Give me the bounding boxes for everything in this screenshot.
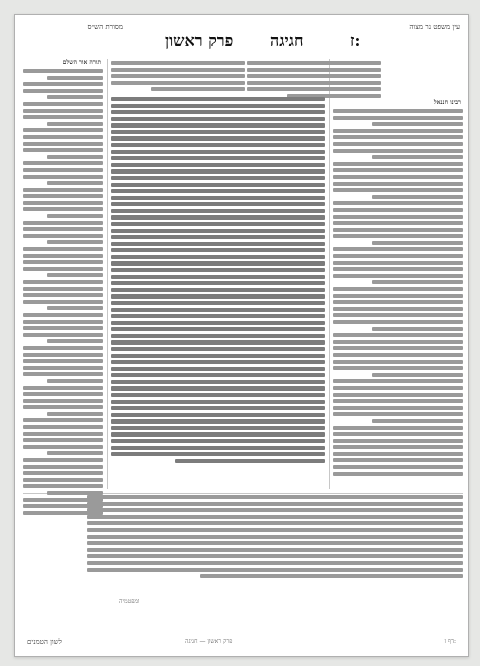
left-heading-1: תורה אור השלם <box>62 59 101 66</box>
rashi-top-block <box>247 61 381 101</box>
right-commentary-column <box>333 99 463 489</box>
talmud-page <box>14 14 469 657</box>
footer-center: פרק ראשון — חגיגה <box>185 638 233 645</box>
left-text-lines <box>23 59 103 529</box>
column-rule <box>107 59 108 489</box>
left-margin-column <box>23 59 103 529</box>
column-rule <box>329 59 330 489</box>
title-tractate: חגיגה <box>270 31 304 50</box>
bottom-notes <box>23 495 463 595</box>
right-heading: רבינו חננאל <box>433 99 461 106</box>
end-mark: ומפטמיה <box>119 598 140 605</box>
top-right-note: עין משפט נר מצוה <box>409 23 460 31</box>
tosafot-top-block <box>111 61 245 95</box>
gemara-main-text <box>111 97 325 490</box>
footer-left: לשון הטמנים <box>27 638 62 646</box>
top-left-note: מסורת הש״ס <box>87 23 123 31</box>
page-footer <box>15 636 468 650</box>
title-chapter: פרק ראשון <box>165 31 234 50</box>
page-number: ז: <box>350 31 361 50</box>
footer-right: דף ז: <box>444 638 456 645</box>
